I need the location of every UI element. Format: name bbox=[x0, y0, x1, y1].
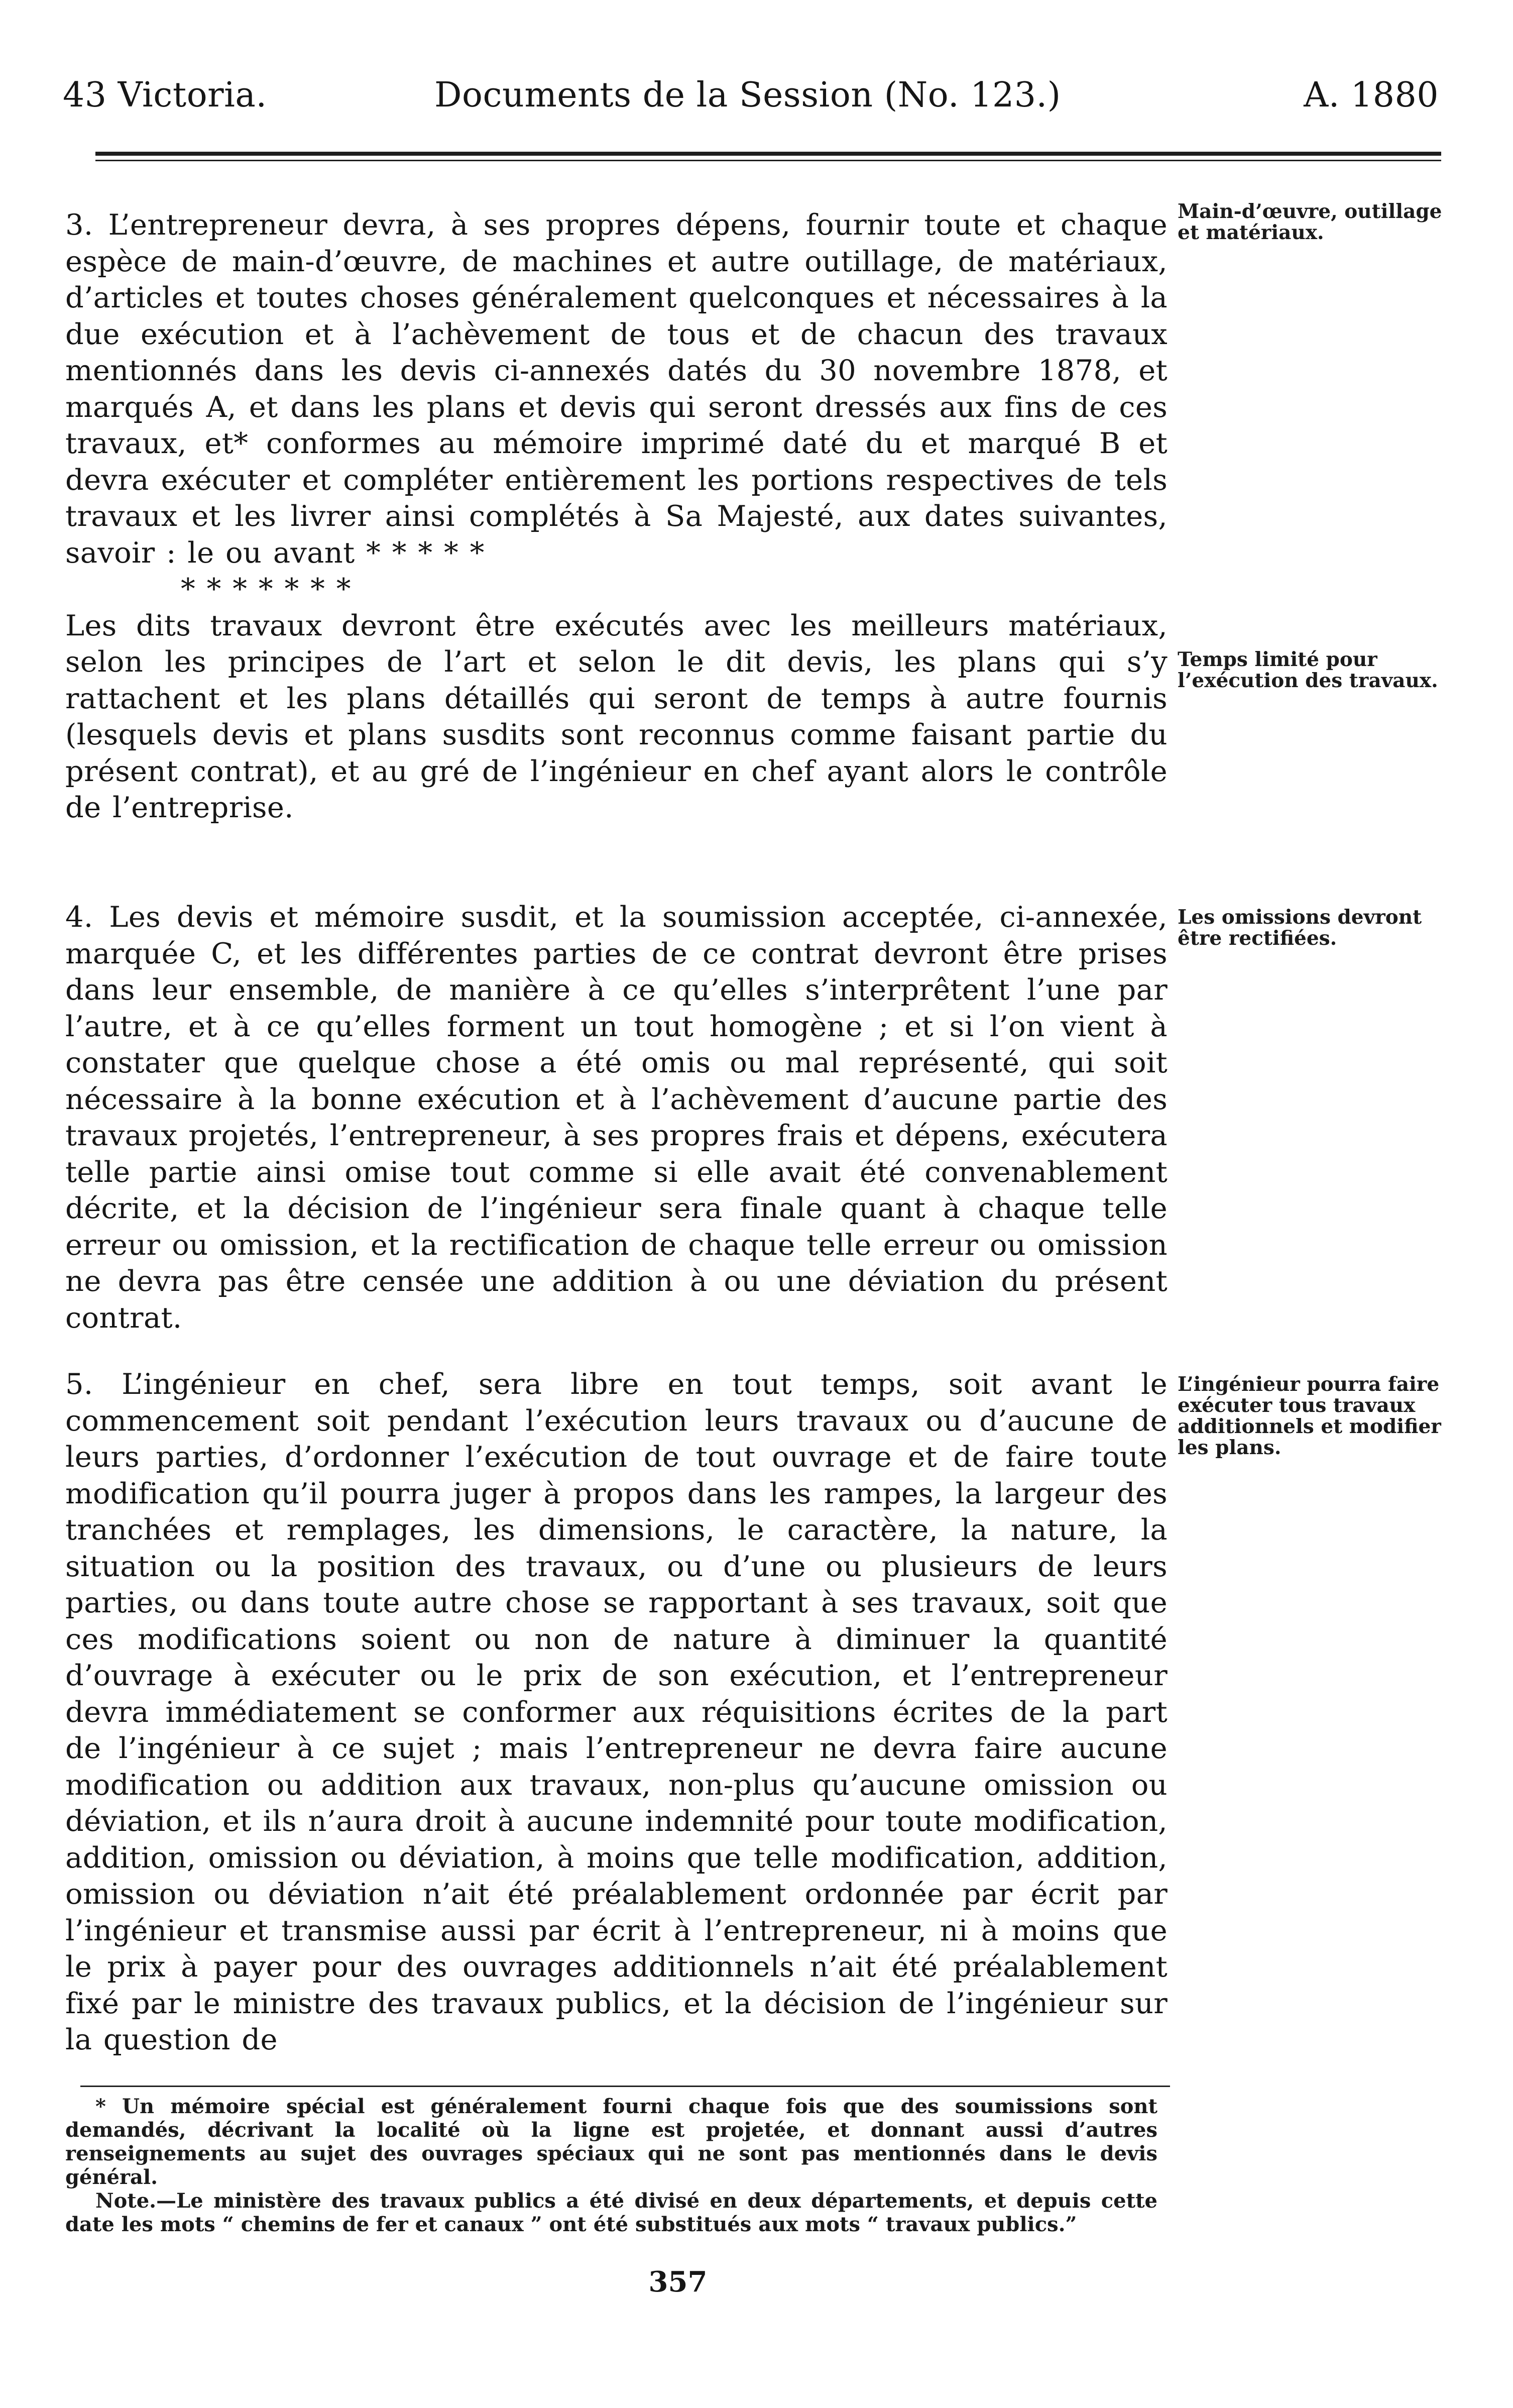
footnote-note: Note.—Le ministère des travaux publics a été divisé en deux départements, et depuis cette date les mots “ chemins de fer et canaux ” ont été substitués aux mots “ travaux publics.” bbox=[65, 2189, 1157, 2236]
footnotes bbox=[65, 2095, 1157, 2236]
footnote-rule bbox=[80, 2086, 1170, 2087]
margin-note-ingenieur: L’ingénieur pourra faire exécuter tous travaux additionnels et modifier les plans. bbox=[1178, 1373, 1441, 1459]
margin-note-omissions: Les omissions devront être rectifiées. bbox=[1178, 906, 1422, 950]
margin-note-main-oeuvre: Main-d’œuvre, outillage et matériaux. bbox=[1178, 200, 1442, 244]
running-header bbox=[63, 73, 1439, 123]
header-rule-thick bbox=[95, 152, 1441, 156]
margin-note-temps-limite: Temps limité pour l’exécution des travaux. bbox=[1178, 648, 1438, 692]
header-volume: 43 Victoria. bbox=[63, 75, 267, 115]
page-number: 357 bbox=[648, 2265, 708, 2298]
section-3-paragraph-2: Les dits travaux devront être exécutés avec les meilleurs matériaux, selon les principes de l’art et selon le dit devis, les plans qui s’y rattachent et les plans détaillés qui seront de temps à autre fournis (lesquels devis et plans susdits sont reconnus comme faisant partie du présent contrat), et au gré de l’ingénieur en chef ayant alors le contrôle de l’entreprise. bbox=[65, 608, 1168, 824]
section-3 bbox=[65, 207, 1168, 826]
section-3-asterisks: * * * * * * * bbox=[181, 572, 351, 606]
header-year: A. 1880 bbox=[1304, 75, 1439, 115]
section-4-paragraph: 4. Les devis et mémoire susdit, et la soumission acceptée, ci-annexée, marquée C, et les différentes parties de ce contrat devront être prises dans leur ensemble, de manière à ce qu’elles s’interprêtent l’une par l’autre, et à ce qu’elles forment un tout homogène ; et si l’on vient à constater que quelque chose a été omis ou mal représenté, qui soit nécessaire à la bonne exécution et à l’achèvement d’aucune partie des travaux projetés, l’entrepreneur, à ses propres frais et dépens, exécutera telle partie ainsi omise tout comme si elle avait été convenablement décrite, et la décision de l’ingénieur sera finale quant à chaque telle erreur ou omission, et la rectification de chaque telle erreur ou omission ne devra pas être censée une addition à ou une déviation du présent contrat. bbox=[65, 900, 1168, 1335]
section-5 bbox=[65, 1366, 1168, 2058]
section-5-paragraph: 5. L’ingénieur en chef, sera libre en tout temps, soit avant le commencement soit pendant l’exécution leurs travaux ou d’aucune de leurs parties, d’ordonner l’exécution de tout ouvrage et de faire toute modification qu’il pourra juger à propos dans les rampes, la largeur des tranchées et remplages, les dimensions, le caractère, la nature, la situation ou la position des travaux, ou d’une ou plusieurs de leurs parties, ou dans toute autre chose se rapportant à ses travaux, soit que ces modifications soient ou non de nature à diminuer la quantité d’ouvrage à exécuter ou le prix de son exécution, et l’entrepreneur devra immédiatement se conformer aux réquisitions écrites de la part de l’ingénieur à ce sujet ; mais l’entrepreneur ne devra faire aucune modification ou addition aux travaux, non-plus qu’aucune omission ou déviation, et ils n’aura droit à aucune indemnité pour toute modification, addition, omission ou déviation, à moins que telle modification, addition, omission ou déviation n’ait été préalablement ordonnée par écrit par l’ingénieur et transmise aussi par écrit à l’entrepreneur, ni à moins que le prix à payer pour des ouvrages additionnels n’ait été préalablement fixé par le ministre des travaux publics, et la décision de l’ingénieur sur la question de bbox=[65, 1367, 1168, 2056]
header-rule-thin bbox=[95, 160, 1441, 161]
footnote-memoire: * Un mémoire spécial est généralement fourni chaque fois que des soumissions sont demandés, décrivant la localité où la ligne est projetée, et donnant aussi d’autres renseignements au sujet des ouvrages spéciaux qui ne sont pas mentionnés dans le devis général. bbox=[65, 2095, 1157, 2189]
header-title: Documents de la Session (No. 123.) bbox=[434, 75, 1061, 115]
section-4 bbox=[65, 899, 1168, 1336]
section-3-paragraph-1: 3. L’entrepreneur devra, à ses propres dépens, fournir toute et chaque espèce de main-d’œuvre, de machines et autre outillage, de matériaux, d’articles et toutes choses généralement quelconques et nécessaires à la due exécution et à l’achèvement de tous et de chacun des travaux mentionnés dans les devis ci-annexés datés du 30 novembre 1878, et marqués A, et dans les plans et devis qui seront dressés aux fins de ces travaux, et* conformes au mémoire imprimé daté du et marqué B et devra exécuter et compléter entièrement les portions respectives de tels travaux et les livrer ainsi complétés à Sa Majesté, aux dates suivantes, savoir : le ou avant * * * * * bbox=[65, 208, 1168, 570]
